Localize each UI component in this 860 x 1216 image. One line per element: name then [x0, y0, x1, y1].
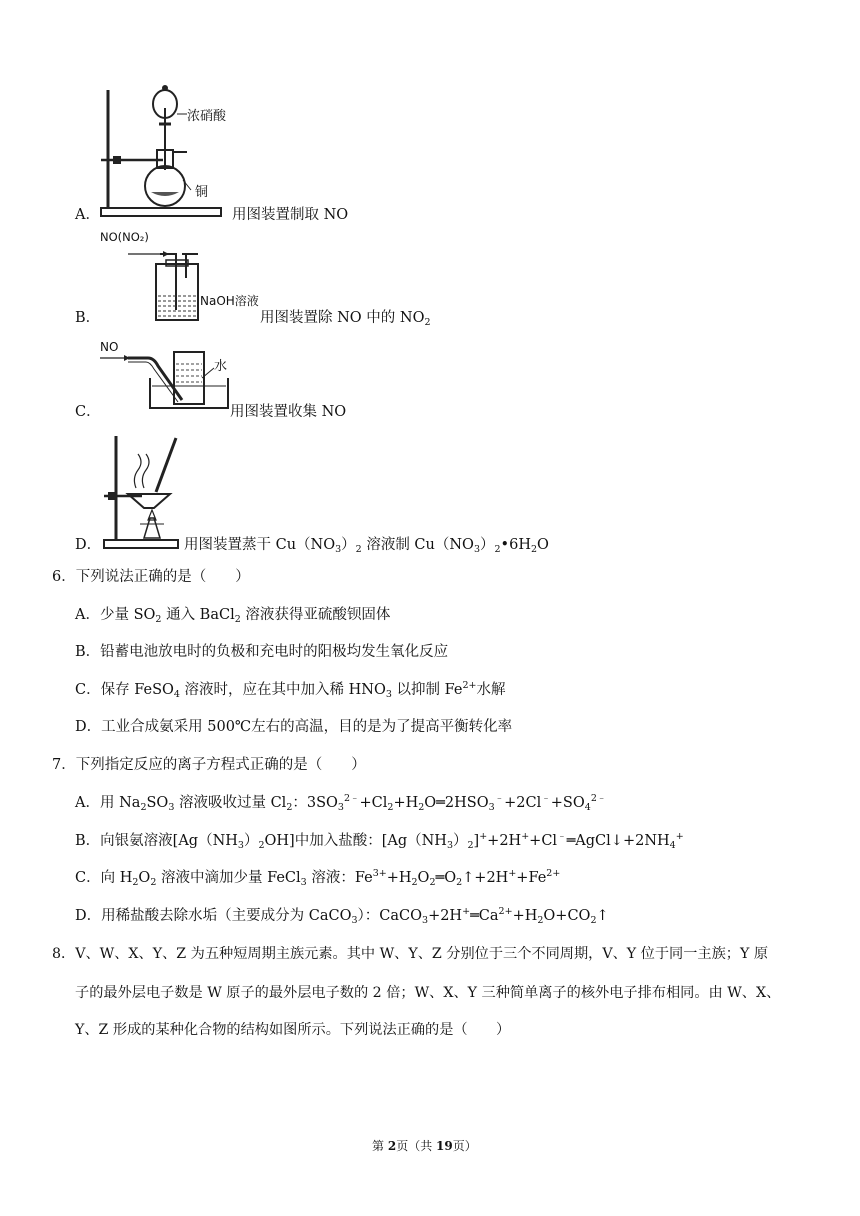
apparatus-b-figure: [98, 230, 263, 325]
apparatus-d-figure: [98, 432, 188, 554]
q5-option-d-text: 用图装置蒸干 $Cu(NO_3)_2$ 溶液制 $Cu(NO_3)_2•6H_2O$: [184, 537, 549, 555]
q5-option-b-label: B．: [75, 310, 101, 326]
fig-c-label-water: 水: [214, 359, 228, 374]
q5-option-c-label: C．: [75, 404, 101, 420]
q5-option-a: [75, 208, 100, 223]
q8-line-2: 子的最外层电子数是 W 原子的最外层电子数的 2 倍；W、X、Y 三种简单离子的核外电子排布相同。由 W、X、: [75, 985, 781, 1001]
q6-option-d: D．工业合成氨采用 500℃左右的高温，目的是为了提高平衡转化率: [75, 719, 513, 735]
fig-c-label-gas: NO: [100, 340, 119, 354]
q7-option-c: C．向 $H_2O_2$ 溶液中滴加少量 FeCl$_3$ 溶液：$Fe^{3+}+H_2O_2═O_2↑+2H^++Fe^{2+}$: [75, 868, 561, 888]
q5-option-d-label: D．: [75, 537, 102, 553]
fig-b-label-liquid: NaOH溶液: [200, 294, 259, 308]
q6-option-c: C．保存 FeSO$_4$ 溶液时，应在其中加入稀 $HNO_3$ 以抑制 $Fe^{2+}$水解: [75, 680, 506, 700]
q5-option-a-text: 用图装置制取 NO: [232, 207, 349, 223]
page-footer: 第 2页（共 19页）: [372, 1139, 477, 1153]
q7-option-d: D．用稀盐酸去除水垢（主要成分为 CaCO$_3$）：$CaCO_3+2H^+═Ca^{2+}+H_2O+CO_2↑$: [75, 906, 609, 926]
q7-option-a: A．用 $Na_2SO_3$ 溶液吸收过量 $Cl_2$：$3SO_3^{2﹣}+Cl_2+H_2O═2HSO_3^﹣+2Cl^﹣+SO_4^{2﹣}$: [75, 793, 607, 813]
q6-option-a: A．少量 $SO_2$ 通入 BaCl$_2$ 溶液获得亚硫酸钡固体: [75, 607, 391, 625]
fig-a-label-top: 浓硝酸: [187, 109, 227, 124]
option-label: A．: [75, 207, 100, 223]
fig-b-label-gas: NO(NO₂): [100, 230, 149, 244]
apparatus-c-figure: [98, 338, 243, 423]
total-pages: 19: [436, 1139, 453, 1153]
q5-option-b-text: 用图装置除 NO 中的 $NO_2$: [260, 310, 431, 328]
q5-option-c-text: 用图装置收集 NO: [230, 404, 347, 420]
page-number: 2: [387, 1139, 397, 1153]
q7-stem: 7．下列指定反应的离子方程式正确的是（ ）: [52, 757, 366, 773]
q6-stem: 6．下列说法正确的是（ ）: [52, 569, 250, 585]
apparatus-a-figure: [95, 80, 235, 220]
fig-a-label-bottom: 铜: [195, 185, 209, 200]
q7-option-b: B．向银氨溶液$[Ag(NH_3)_2OH]$中加入盐酸：$[Ag(NH_3)_2]^++2H^++Cl^﹣═AgCl↓+2NH_4^+$: [75, 831, 684, 851]
q6-option-b: B．铅蓄电池放电时的负极和充电时的阳极均发生氧化反应: [75, 644, 449, 660]
q8-line-3: Y、Z 形成的某种化合物的结构如图所示。下列说法正确的是（ ）: [75, 1022, 511, 1038]
q8-line-1: 8．V、W、X、Y、Z 为五种短周期主族元素。其中 W、Y、Z 分别位于三个不同周期，V、Y 位于同一主族；Y 原: [52, 946, 769, 962]
